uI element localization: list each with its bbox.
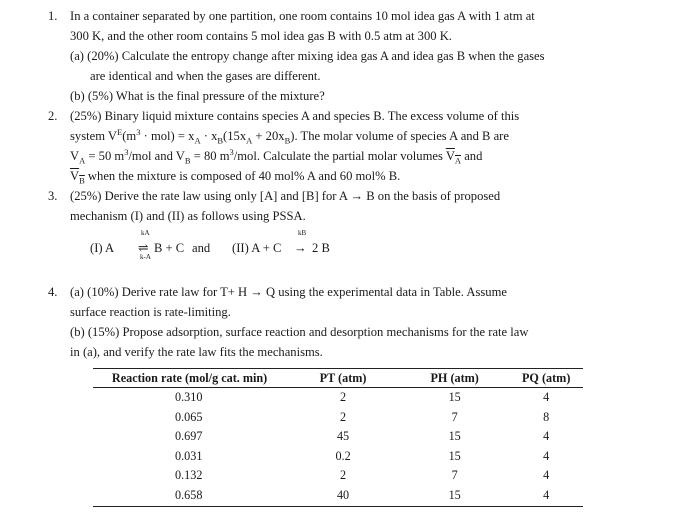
conjunction: and — [192, 241, 211, 255]
question-number: 4. — [48, 285, 58, 299]
table-cell: 0.031 — [175, 448, 203, 463]
mechanism-2-products: 2 B — [312, 241, 330, 255]
question-text: mechanism (I) and (II) as follows using PSSA. — [70, 209, 306, 223]
table-cell: 7 — [451, 409, 458, 424]
table-cell: 0.697 — [175, 429, 203, 444]
table-cell: 7 — [451, 468, 458, 483]
mechanism-equations — [72, 229, 472, 261]
table-cell: 0.658 — [93, 486, 286, 506]
rate-constant-label: kB — [298, 229, 307, 237]
table-cell: 15 — [448, 448, 461, 463]
table-cell: 15 — [448, 429, 461, 444]
part-b-text: (b) (5%) What is the final pressure of the mixture? — [70, 89, 325, 103]
arrow-icon: → — [294, 241, 307, 255]
part-b-text: in (a), and verify the rate law fits the mechanisms. — [70, 345, 323, 359]
table-cell: 4 — [509, 486, 583, 506]
table-cell: 0.310 — [175, 390, 203, 404]
data-table — [93, 368, 583, 507]
table-cell: 0.132 — [175, 468, 203, 483]
question-number: 2. — [48, 109, 58, 123]
question-1 — [48, 6, 610, 106]
table-row — [93, 486, 583, 506]
question-number: 3. — [48, 189, 58, 203]
question-number: 1. — [48, 9, 58, 23]
question-text: (25%) Derive the rate law using only [A] and [B] for A → B on the basis of proposed — [70, 189, 501, 203]
question-text: In a container separated by one partition, one room contains 10 mol idea gas A with 1 atm at — [70, 9, 535, 23]
table-cell: 40 — [286, 486, 400, 506]
column-header: PH (atm) — [400, 369, 509, 388]
question-text: $V_A = 50$ $m^3$/mol and $V_B = 80$ $m^3$/mol. Calculate the partial molar volumes $\overline{V}_{\overline{A}}$ and — [70, 146, 483, 166]
table-cell: 2 — [340, 409, 347, 424]
table-cell: 15 — [400, 486, 509, 506]
table-row — [93, 466, 583, 486]
mechanism-2-label: (II) A + C — [232, 241, 282, 255]
rate-constant-label: kA — [141, 229, 150, 237]
table-cell: 2 — [340, 468, 347, 483]
table-cell: 4 — [543, 429, 550, 444]
part-a-text: surface reaction is rate-limiting. — [70, 305, 231, 319]
table-cell: 0.065 — [175, 409, 203, 424]
table-row — [93, 427, 583, 447]
table-cell: 2 — [340, 390, 347, 404]
question-text: 300 K, and the other room contains 5 mol idea gas B with 0.5 atm at 300 K. — [70, 29, 452, 43]
question-3 — [48, 186, 610, 226]
question-text: $\overline{V}_{\overline{B}}$ when the mixture is composed of 40 mol% A and 60 mol% B. — [70, 169, 401, 186]
table-header-row — [93, 369, 583, 388]
part-a-text: (a) (20%) Calculate the entropy change after mixing idea gas A and idea gas B when the gases — [70, 49, 545, 63]
part-b-text: (b) (15%) Propose adsorption, surface reaction and desorption mechanisms for the rate law — [70, 325, 529, 339]
table-cell: 8 — [543, 409, 550, 424]
part-a-text: are identical and when the gases are different. — [90, 69, 321, 83]
column-header: PQ (atm) — [509, 369, 583, 388]
table-cell: 15 — [448, 390, 461, 404]
table-row — [93, 388, 583, 408]
table-cell: 4 — [543, 390, 550, 404]
table-cell: 4 — [543, 468, 550, 483]
question-text: (25%) Binary liquid mixture contains species A and species B. The excess volume of this — [70, 109, 520, 123]
table-cell: 0.2 — [335, 448, 351, 463]
mechanism-1-products: B + C — [154, 241, 185, 255]
equilibrium-arrow-icon: ⇌ — [138, 241, 149, 255]
part-a-text: (a) (10%) Derive rate law for T+ H → Q using the experimental data in Table. Assume — [70, 285, 507, 299]
question-text: system $V^E(m^3 \cdot mol) = x_A \cdot x_B(15x_A + 20x_B)$. The molar volume of species A and B are — [70, 126, 509, 146]
table-cell: 4 — [543, 448, 550, 463]
table-row — [93, 408, 583, 428]
table-cell: 45 — [336, 429, 350, 444]
question-4 — [48, 282, 610, 362]
rate-constant-label: k-A — [140, 253, 151, 261]
question-2 — [48, 106, 610, 186]
table-row — [93, 447, 583, 467]
mechanism-1-label: (I) A — [90, 241, 115, 255]
column-header: Reaction rate (mol/g cat. min) — [93, 369, 286, 388]
column-header: PT (atm) — [286, 369, 400, 388]
